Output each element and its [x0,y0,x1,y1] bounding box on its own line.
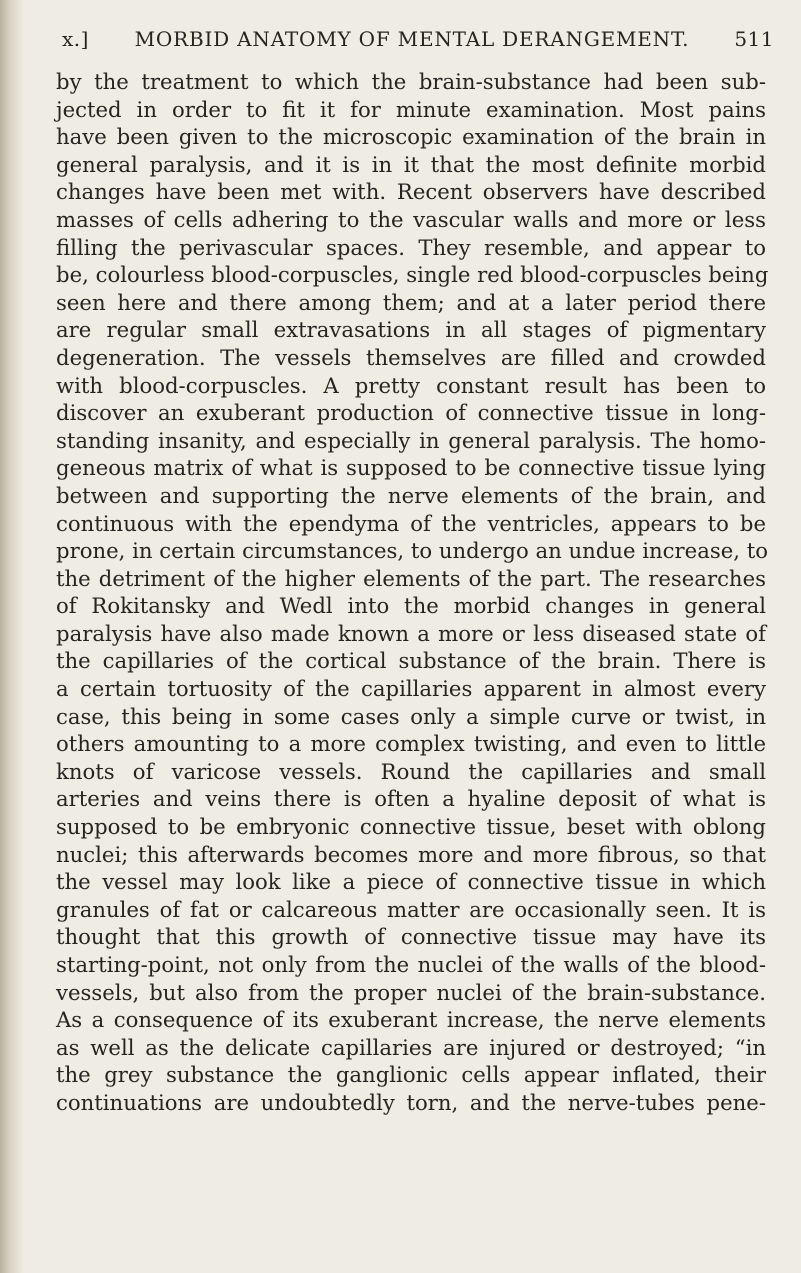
text-line: jected in order to fit it for minute examination. Most pains [56,96,766,122]
text-line: others amounting to a more complex twisting, and even to little [56,731,766,757]
text-line: the capillaries of the cortical substance of the brain. There is [56,648,766,674]
text-line: have been given to the microscopic examination of the brain in [56,124,766,150]
text-line: as well as the delicate capillaries are injured or destroyed; “in [56,1034,766,1060]
body-text [56,68,769,1117]
text-line: thought that this growth of connective tissue may have its [56,924,766,950]
text-line: discover an exuberant production of connective tissue in long- [56,400,766,426]
text-line: the vessel may look like a piece of connective tissue in which [56,869,766,895]
text-line: seen here and there among them; and at a later period there [56,289,766,315]
page-number: 511 [734,27,774,51]
text-line: degeneration. The vessels themselves are filled and crowded [56,344,766,370]
text-line: arteries and veins there is often a hyaline deposit of what is [56,786,766,812]
text-line: knots of varicose vessels. Round the capillaries and small [56,758,766,784]
text-line: starting-point, not only from the nuclei of the walls of the blood- [56,952,766,977]
text-line: filling the perivascular spaces. They resemble, and appear to [56,234,766,260]
text-line: continuations are undoubtedly torn, and the nerve-tubes pene- [56,1089,766,1115]
text-line: geneous matrix of what is supposed to be connective tissue lying [56,455,766,481]
text-line: granules of fat or calcareous matter are occasionally seen. It is [56,896,766,922]
binding-gutter [0,0,24,1273]
text-line: vessels, but also from the proper nuclei of the brain-substance. [56,979,766,1005]
text-line: paralysis have also made known a more or less diseased state of [56,620,766,646]
text-line: standing insanity, and especially in general paralysis. The homo- [56,427,766,453]
text-line: between and supporting the nerve elements of the brain, and [56,482,766,508]
text-line: the detriment of the higher elements of the part. The researches [56,565,766,591]
text-line: by the treatment to which the brain-substance had been sub- [56,69,766,94]
text-line: As a consequence of its exuberant increase, the nerve elements [56,1007,766,1033]
text-line: the grey substance the ganglionic cells appear inflated, their [56,1062,766,1088]
text-line: a certain tortuosity of the capillaries apparent in almost every [56,676,766,702]
text-line: prone, in certain circumstances, to undergo an undue increase, to [56,538,768,564]
text-line: general paralysis, and it is in it that the most definite morbid [56,151,766,177]
text-line: nuclei; this afterwards becomes more and more fibrous, so that [56,841,766,867]
text-line: changes have been met with. Recent observers have described [56,179,766,205]
text-line: are regular small extravasations in all stages of pigmentary [56,317,766,343]
running-title: MORBID ANATOMY OF MENTAL DERANGEMENT. [134,27,690,51]
text-line: of Rokitansky and Wedl into the morbid changes in general [56,593,766,619]
text-line: continuous with the ependyma of the ventricles, appears to be [56,510,766,536]
text-line: with blood-corpuscles. A pretty constant result has been to [56,372,766,398]
text-line: be, colourless blood-corpuscles, single red blood-corpuscles being [56,262,769,288]
section-marker: x.] [62,27,89,51]
text-line: case, this being in some cases only a simple curve or twist, in [56,703,766,729]
text-line: supposed to be embryonic connective tissue, beset with oblong [56,814,766,840]
text-line: masses of cells adhering to the vascular walls and more or less [56,206,766,232]
running-head [62,27,774,59]
